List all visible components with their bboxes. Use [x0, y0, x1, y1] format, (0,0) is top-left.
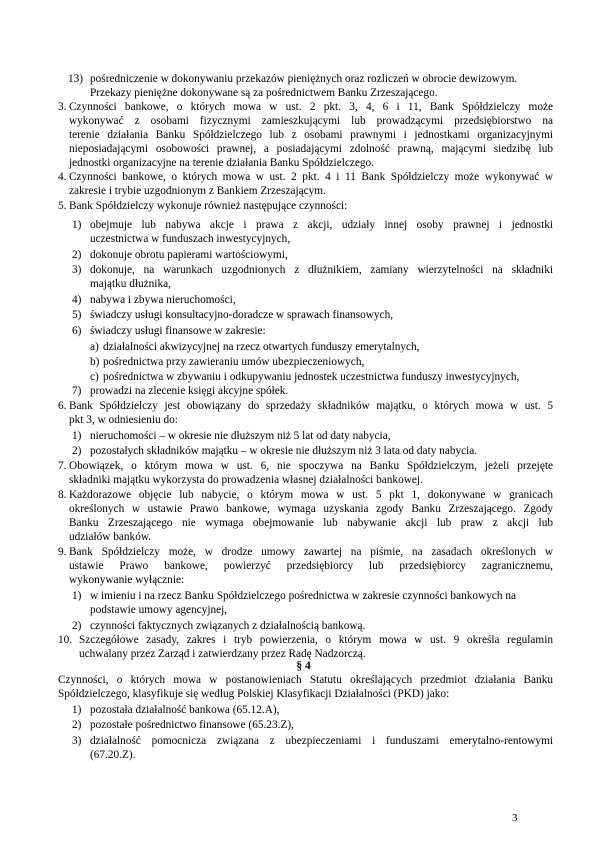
text-line: świadczy usługi konsultacyjno-doradcze w sprawach finansowych, — [90, 309, 394, 321]
text-line: składniki majątku wykorzysta do prowadzenia własnej działalności bankowej. — [69, 474, 423, 486]
text-line: dokonuje, na warunkach uzgodnionych z dłużnikiem, zamiany wierzytelności na składniki — [90, 264, 553, 276]
text-line: ustawie Prawo bankowe, powierzyć przedsiębiorcy lub przedsiębiorcy zagranicznemu, — [69, 560, 553, 572]
text-line: Czynności bankowe, o których mowa w ust. 2 pkt. 3, 4, 6 i 11, Bank Spółdzielczy może — [69, 101, 553, 113]
text-line: Każdorazowe objęcie lub nabycie, o którym mowa w ust. 5 pkt 1, dokonywane w granicach — [69, 489, 553, 501]
item-label: 1) — [72, 219, 82, 231]
text-line: Bank Spółdzielczy jest obowiązany do sprzedaży składników majątku, o których mowa w ust. 5 — [69, 400, 553, 412]
text-line: nieposiadającymi osobowości prawnej, a posiadającymi zdolność prawną, mającymi siedzibę lub — [69, 143, 553, 155]
text-line: terenie działania Banku Spółdzielczego lub z osobami prawnymi i jednostkami organizacyjnymi — [69, 129, 553, 141]
page-number: 3 — [512, 812, 518, 824]
item-label: 1) — [72, 430, 82, 442]
item-label: 5) — [72, 309, 82, 321]
text-line: prowadzi na zlecenie księgi akcyjne spółek. — [90, 385, 289, 397]
item-label: 4) — [72, 294, 82, 306]
text-line: pośrednictwa przy zawieraniu umów ubezpieczeniowych, — [103, 356, 365, 368]
text-line: Obowiązek, o którym mowa w ust. 6, nie spoczywa na Banku Spółdzielczym, jeżeli przejęte — [69, 460, 553, 472]
item-label: 6. — [58, 400, 67, 412]
item-label: c) — [90, 371, 99, 383]
item-label: 2) — [72, 620, 82, 632]
text-line: majątku dłużnika, — [90, 278, 171, 290]
item-label: 3) — [72, 735, 82, 747]
text-line: pozostała działalność bankowa (65.12.A), — [90, 704, 280, 716]
item-label: 3) — [72, 264, 82, 276]
text-line: w imieniu i na rzecz Banku Spółdzielczego pośrednictwa w zakresie czynności bankowych na — [90, 590, 516, 602]
text-line: pozostałych składników majątku – w okresie nie dłuższym niż 3 lata od daty nabycia. — [90, 445, 478, 457]
item-label: 9. — [58, 546, 67, 558]
text-line: nieruchomości – w okresie nie dłuższym niż 5 lat od daty nabycia, — [90, 430, 391, 442]
text-line: pośredniczenie w dokonywaniu przekazów pieniężnych oraz rozliczeń w obrocie dewizowym. — [90, 73, 518, 85]
text-line: pośrednictwa w zbywaniu i odkupywaniu jednostek uczestnictwa funduszy inwestycyjnych, — [103, 371, 520, 383]
item-label: 1) — [72, 704, 82, 716]
text-line: Bank Spółdzielczy może, w drodze umowy zawartej na piśmie, na zasadach określonych w — [69, 546, 553, 558]
text-line: Przekazy pieniężne dokonywane są za pośrednictwem Banku Zrzeszającego. — [90, 87, 438, 99]
item-label: 2) — [72, 249, 82, 261]
text-line: działalność pomocnicza związana z ubezpieczeniami i funduszami emerytalno-rentowymi — [90, 735, 553, 747]
text-line: pkt 3, w odniesieniu do: — [69, 414, 178, 426]
text-line: uczestnictwa w funduszach inwestycyjnych, — [90, 233, 291, 245]
text-line: Czynności, o których mowa w postanowieniach Statutu określających przedmiot działania Banku — [58, 674, 553, 686]
item-label: 2) — [72, 445, 82, 457]
item-label: 1) — [72, 590, 82, 602]
text-line: pozostałe pośrednictwo finansowe (65.23.Z), — [90, 719, 294, 731]
text-line: Banku Zrzeszającego nie wymaga obejmowanie lub nabywanie akcji lub praw z akcji lub — [69, 517, 553, 529]
item-label: 7) — [72, 385, 82, 397]
text-line: działalności akwizycyjnej na rzecz otwartych funduszy emerytalnych, — [103, 341, 420, 353]
text-line: świadczy usługi finansowe w zakresie: — [90, 325, 266, 337]
text-line: Czynności bankowe, o których mowa w ust. 2 pkt. 4 i 11 Bank Spółdzielczy może wykonywać w — [69, 171, 553, 183]
text-line: dokonuje obrotu papierami wartościowymi, — [90, 249, 288, 261]
text-line: Spółdzielczego, klasyfikuje się według Polskiej Klasyfikacji Działalności (PKD) jako: — [58, 688, 450, 700]
section-heading: § 4 — [296, 660, 311, 672]
text-line: czynności faktycznych związanych z działalnością bankową. — [90, 620, 366, 632]
text-line: jednostki organizacyjne na terenie działania Banku Spółdzielczego. — [69, 157, 375, 169]
text-line: wykonywać z osobami fizycznymi zamieszkującymi lub prowadzącymi przedsiębiorstwo na — [69, 115, 553, 127]
text-line: nabywa i zbywa nieruchomości, — [90, 294, 236, 306]
text-line: podstawie umowy agencyjnej, — [90, 604, 228, 616]
item-label: 5. — [58, 200, 67, 212]
item-label: 6) — [72, 325, 82, 337]
item-label: 10. — [58, 634, 73, 646]
text-line: udziałów banków. — [69, 531, 152, 543]
text-line: Bank Spółdzielczy wykonuje również następujące czynności: — [69, 200, 348, 212]
item-label: 13) — [68, 73, 84, 85]
item-label: 3. — [58, 101, 67, 113]
text-line: określonych w ustawie Prawo bankowe, wymaga uzyskania zgody Banku Zrzeszającego. Zgody — [69, 503, 553, 515]
item-label: b) — [90, 356, 100, 368]
item-label: a) — [90, 341, 99, 353]
item-label: 7. — [58, 460, 67, 472]
text-line: wykonywanie wyłącznie: — [69, 574, 185, 586]
item-label: 4. — [58, 171, 67, 183]
text-line: uchwalany przez Zarząd i zatwierdzany przez Radę Nadzorczą. — [79, 648, 366, 660]
item-label: 2) — [72, 719, 82, 731]
item-label: 8. — [58, 489, 67, 501]
text-line: (67.20.Z). — [90, 749, 136, 761]
text-line: Szczegółowe zasady, zakres i tryb powierzenia, o którym mowa w ust. 9 określa regulamin — [79, 634, 553, 646]
text-line: zakresie i trybie uzgodnionym z Bankiem Zrzeszającym. — [69, 185, 326, 197]
text-line: obejmuje lub nabywa akcje i prawa z akcji, udziały innej osoby prawnej i jednostki — [90, 219, 553, 231]
